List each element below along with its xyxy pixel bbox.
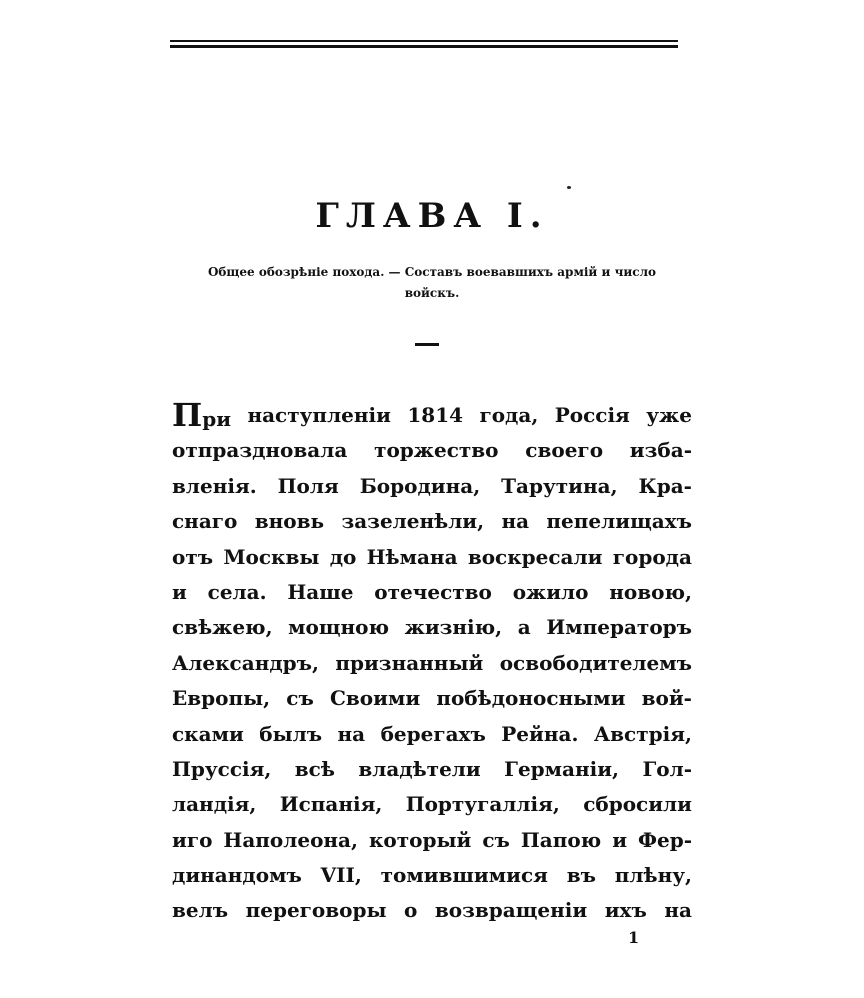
body-word: торжество — [374, 438, 499, 463]
body-word: Своими — [329, 686, 421, 711]
body-word: села. — [207, 579, 267, 604]
body-word: Австрія, — [593, 721, 692, 746]
body-word: Папою — [520, 827, 602, 852]
body-word: на — [664, 898, 692, 923]
body-line — [172, 575, 692, 610]
body-word — [172, 398, 231, 433]
initial-letter: П — [172, 396, 203, 434]
body-word: свѣжею, — [172, 615, 273, 640]
body-word: Россія — [554, 403, 630, 427]
body-word: Европы, — [172, 686, 271, 711]
body-word: отъ — [172, 544, 214, 569]
body-word: съ — [286, 686, 314, 711]
body-line — [172, 646, 692, 681]
body-line — [172, 681, 692, 716]
body-line — [172, 504, 692, 539]
body-word: воскресали — [467, 544, 603, 569]
body-word: а — [517, 615, 531, 640]
body-word: Кра- — [638, 473, 692, 498]
body-word: вленія. — [172, 473, 257, 498]
body-line — [172, 858, 692, 893]
body-text — [172, 398, 692, 929]
section-dash — [415, 343, 439, 346]
body-word: Поля — [277, 473, 339, 498]
body-word: пепелищахъ — [546, 509, 692, 534]
body-word: VII, — [320, 863, 362, 888]
body-word: освободителемъ — [499, 650, 692, 675]
body-word: до — [329, 544, 357, 569]
body-word: Бородина, — [359, 473, 481, 498]
page-number: 1 — [628, 928, 640, 947]
body-word: Москвы — [223, 544, 320, 569]
body-word: съ — [482, 827, 510, 852]
body-word: жизнію, — [404, 615, 503, 640]
body-word: о — [404, 898, 418, 923]
body-word: томившимися — [380, 863, 548, 888]
body-word: города — [612, 544, 692, 569]
body-word: на — [501, 509, 530, 534]
body-word: и — [172, 579, 187, 604]
body-word: новою, — [609, 579, 692, 604]
chapter-title: ГЛАВА I. — [315, 196, 549, 236]
body-word: Наше — [287, 579, 354, 604]
body-word: Фер- — [638, 827, 692, 852]
body-word: возвращеніи — [434, 898, 588, 923]
body-word: Пруссія, — [172, 756, 272, 781]
body-word: владѣтели — [358, 756, 481, 781]
body-line — [172, 787, 692, 822]
body-word: года, — [479, 403, 539, 427]
body-line — [172, 540, 692, 575]
body-word: Нѣмана — [366, 544, 458, 569]
body-word: Наполеона, — [223, 827, 358, 852]
top-double-rule — [170, 40, 678, 48]
body-word: Германіи, — [504, 756, 620, 781]
body-word: вой- — [641, 686, 692, 711]
body-word: своего — [525, 438, 604, 463]
body-word: плѣну, — [614, 863, 692, 888]
body-word: Императоръ — [546, 615, 692, 640]
body-line — [172, 893, 692, 928]
body-word: признанный — [335, 650, 484, 675]
summary-line: Общее обозрѣніе похода. — Составъ воевавшихъ армій и число — [207, 265, 657, 279]
body-word: ихъ — [604, 898, 647, 923]
body-word: побѣдоносными — [436, 686, 626, 711]
chapter-summary — [150, 262, 714, 304]
body-line — [172, 752, 692, 787]
body-word: и — [612, 827, 628, 852]
body-line — [172, 469, 692, 504]
body-word: на — [337, 721, 366, 746]
body-word: который — [368, 827, 472, 852]
body-word: сбросили — [583, 792, 692, 817]
body-word: динандомъ — [172, 863, 302, 888]
body-word: иго — [172, 827, 213, 852]
body-word: всѣ — [294, 756, 335, 781]
body-word: Тарутина, — [501, 473, 618, 498]
initial-word-rest: ри — [202, 407, 232, 431]
body-word: снаго — [172, 509, 238, 534]
body-word: наступленіи — [247, 403, 391, 427]
body-word: ландія, — [172, 792, 257, 817]
body-word: зазеленѣли, — [341, 509, 485, 534]
body-word: ожило — [512, 579, 589, 604]
rule-line-thick — [170, 45, 678, 48]
body-word: былъ — [259, 721, 323, 746]
body-word: велъ — [172, 898, 229, 923]
body-word: отпраздновала — [172, 438, 348, 463]
body-word: изба- — [629, 438, 692, 463]
body-word: Рейна. — [501, 721, 579, 746]
body-line — [172, 717, 692, 752]
body-line — [172, 433, 692, 468]
body-word: берегахъ — [380, 721, 486, 746]
body-word: Александръ, — [172, 650, 319, 675]
body-word: переговоры — [245, 898, 387, 923]
body-line — [172, 823, 692, 858]
body-word: 1814 — [407, 403, 464, 427]
body-word: мощною — [288, 615, 389, 640]
body-word: отечество — [374, 579, 492, 604]
rule-line-thin — [170, 40, 678, 42]
summary-line: войскъ. — [404, 286, 460, 300]
body-word: вновь — [254, 509, 325, 534]
body-line — [172, 610, 692, 645]
body-line — [172, 398, 692, 433]
body-word: въ — [566, 863, 596, 888]
body-word: сками — [172, 721, 244, 746]
body-word: уже — [646, 403, 692, 427]
body-word: Испанія, — [279, 792, 383, 817]
body-word: Гол- — [642, 756, 692, 781]
ink-speck — [567, 186, 571, 189]
body-word: Португаллія, — [405, 792, 560, 817]
